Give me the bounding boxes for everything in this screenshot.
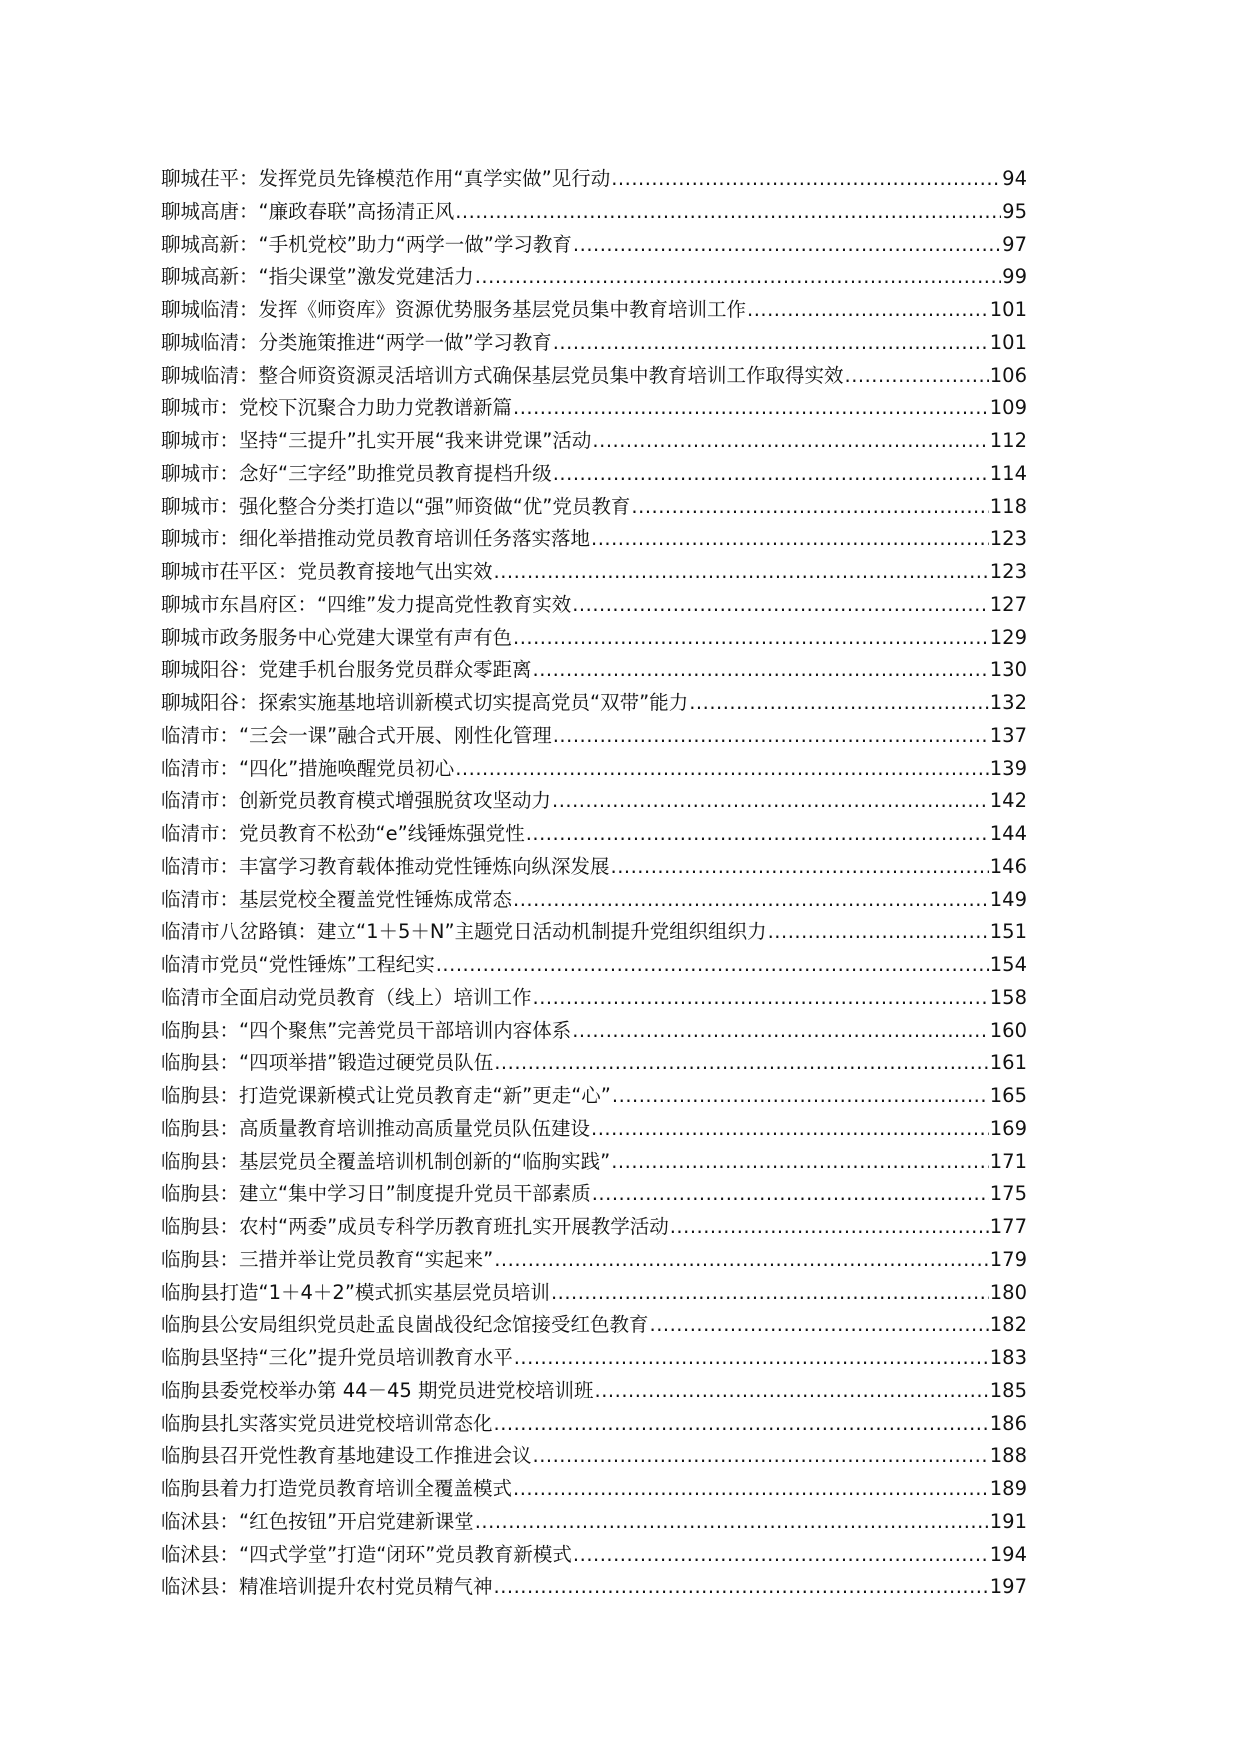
toc-entry-page-number: 129 — [989, 625, 1027, 649]
toc-entry-page-number: 139 — [989, 756, 1027, 780]
toc-entry-page-number: 185 — [989, 1378, 1027, 1402]
dot-leader — [768, 916, 989, 949]
dot-leader — [553, 720, 989, 753]
toc-entry-title: 临朐县着力打造党员教育培训全覆盖模式 — [161, 1477, 513, 1500]
toc-entry[interactable] — [161, 753, 1027, 786]
toc-entry-page-number: 171 — [989, 1149, 1027, 1173]
dot-leader — [612, 1080, 989, 1113]
toc-entry-page-number: 183 — [989, 1346, 1027, 1369]
toc-entry-title: 聊城茌平：发挥党员先锋模范作用“真学实做”见行动 — [161, 167, 611, 190]
toc-entry-page-number: 154 — [989, 953, 1027, 976]
toc-entry-page-number: 127 — [989, 592, 1027, 616]
toc-entry-title: 临朐县：建立“集中学习日”制度提升党员干部素质 — [161, 1182, 591, 1206]
dot-leader — [475, 261, 1001, 294]
dot-leader — [592, 1178, 989, 1211]
toc-entry[interactable] — [161, 654, 1027, 687]
toc-entry[interactable] — [161, 884, 1027, 917]
dot-leader — [455, 196, 1001, 229]
dot-leader — [573, 1539, 989, 1572]
toc-entry[interactable] — [161, 1440, 1027, 1473]
table-of-contents — [161, 163, 1027, 1604]
dot-leader — [526, 818, 989, 851]
toc-entry-page-number: 165 — [989, 1084, 1027, 1107]
toc-entry-title: 聊城市：细化举措推动党员教育培训任务落实落地 — [161, 527, 591, 551]
dot-leader — [631, 491, 988, 524]
toc-entry[interactable] — [161, 720, 1027, 753]
toc-entry-page-number: 149 — [989, 887, 1027, 911]
toc-entry-page-number: 101 — [989, 298, 1027, 321]
toc-entry-page-number: 160 — [989, 1018, 1027, 1042]
dot-leader — [513, 392, 989, 425]
dot-leader — [611, 1146, 989, 1179]
toc-entry-title: 聊城高新：“手机党校”助力“两学一做”学习教育 — [161, 232, 572, 256]
toc-entry[interactable] — [161, 916, 1027, 949]
dot-leader — [591, 523, 989, 556]
toc-entry-title: 临朐县：高质量教育培训推动高质量党员队伍建设 — [161, 1116, 591, 1140]
dot-leader — [845, 360, 989, 393]
toc-entry-title: 聊城临清：发挥《师资库》资源优势服务基层党员集中教育培训工作 — [161, 298, 747, 321]
toc-entry-title: 临清市全面启动党员教育（线上）培训工作 — [161, 985, 532, 1009]
dot-leader — [494, 1408, 989, 1441]
toc-entry-page-number: 97 — [1002, 232, 1027, 256]
toc-entry-page-number: 95 — [1002, 199, 1027, 223]
dot-leader — [494, 1244, 989, 1277]
toc-entry-title: 临清市：党员教育不松劲“e”线锤炼强党性 — [161, 822, 525, 845]
toc-entry-title: 聊城市：坚持“三提升”扎实开展“我来讲党课”活动 — [161, 429, 592, 452]
dot-leader — [436, 949, 989, 982]
dot-leader — [475, 1506, 989, 1539]
toc-entry[interactable] — [161, 556, 1027, 589]
toc-entry[interactable] — [161, 458, 1027, 491]
toc-entry[interactable] — [161, 1473, 1027, 1506]
toc-entry[interactable] — [161, 294, 1027, 327]
toc-entry[interactable] — [161, 425, 1027, 458]
toc-entry[interactable] — [161, 687, 1027, 720]
toc-entry-title: 聊城市：党校下沉聚合力助力党教谱新篇 — [161, 396, 513, 420]
toc-entry[interactable] — [161, 1146, 1027, 1179]
toc-entry[interactable] — [161, 523, 1027, 556]
dot-leader — [592, 425, 988, 458]
toc-entry[interactable] — [161, 949, 1027, 982]
toc-entry-title: 临朐县公安局组织党员赴孟良崮战役纪念馆接受红色教育 — [161, 1313, 649, 1337]
toc-entry-title: 临清市八岔路镇：建立“1＋5＋N”主题党日活动机制提升党组织组织力 — [161, 920, 767, 944]
toc-entry-title: 临朐县召开党性教育基地建设工作推进会议 — [161, 1444, 532, 1468]
toc-entry-title: 临沭县：精准培训提升农村党员精气神 — [161, 1575, 493, 1599]
toc-entry-page-number: 118 — [989, 494, 1027, 518]
toc-entry-title: 临朐县：打造党课新模式让党员教育走“新”更走“心” — [161, 1084, 611, 1107]
toc-entry-page-number: 191 — [989, 1509, 1027, 1533]
toc-entry[interactable] — [161, 1408, 1027, 1441]
dot-leader — [572, 589, 989, 622]
dot-leader — [747, 294, 989, 327]
toc-entry[interactable] — [161, 818, 1027, 851]
toc-entry-page-number: 132 — [989, 691, 1027, 714]
toc-entry-page-number: 123 — [989, 560, 1027, 583]
toc-entry[interactable] — [161, 1211, 1027, 1244]
dot-leader — [494, 556, 989, 589]
toc-entry[interactable] — [161, 589, 1027, 622]
toc-entry-page-number: 194 — [989, 1542, 1027, 1566]
toc-entry[interactable] — [161, 1506, 1027, 1539]
toc-entry[interactable] — [161, 229, 1027, 262]
dot-leader — [455, 753, 989, 786]
toc-entry-title: 聊城临清：整合师资资源灵活培训方式确保基层党员集中教育培训工作取得实效 — [161, 363, 844, 387]
dot-leader — [513, 622, 989, 655]
toc-entry-page-number: 179 — [989, 1247, 1027, 1271]
toc-entry-page-number: 188 — [989, 1444, 1027, 1468]
toc-entry-page-number: 144 — [989, 822, 1027, 845]
toc-entry-title: 临朐县：“四项举措”锻造过硬党员队伍 — [161, 1051, 494, 1075]
toc-entry-page-number: 161 — [989, 1051, 1027, 1075]
toc-entry[interactable] — [161, 163, 1027, 196]
toc-entry-page-number: 182 — [989, 1313, 1027, 1337]
dot-leader — [553, 458, 989, 491]
toc-entry[interactable] — [161, 1080, 1027, 1113]
toc-entry-page-number: 112 — [989, 429, 1027, 452]
dot-leader — [551, 1277, 989, 1310]
toc-entry[interactable] — [161, 1539, 1027, 1572]
dot-leader — [533, 1440, 989, 1473]
toc-entry[interactable] — [161, 1113, 1027, 1146]
toc-entry-page-number: 137 — [989, 723, 1027, 747]
toc-entry[interactable] — [161, 261, 1027, 294]
toc-entry-title: 临朐县：三措并举让党员教育“实起来” — [161, 1247, 494, 1271]
dot-leader — [650, 1309, 989, 1342]
toc-entry-title: 临清市：创新党员教育模式增强脱贫攻坚动力 — [161, 789, 552, 813]
toc-entry-title: 聊城市：念好“三字经”助推党员教育提档升级 — [161, 461, 552, 485]
toc-entry[interactable] — [161, 392, 1027, 425]
toc-entry[interactable] — [161, 1375, 1027, 1408]
toc-entry-title: 临清市：基层党校全覆盖党性锤炼成常态 — [161, 887, 513, 911]
toc-entry-title: 临朐县：农村“两委”成员专科学历教育班扎实开展教学活动 — [161, 1215, 669, 1238]
dot-leader — [689, 687, 989, 720]
toc-entry[interactable] — [161, 622, 1027, 655]
toc-entry-page-number: 106 — [989, 363, 1027, 387]
toc-entry[interactable] — [161, 327, 1027, 360]
toc-entry[interactable] — [161, 851, 1027, 884]
dot-leader — [513, 884, 989, 917]
toc-entry[interactable] — [161, 1571, 1027, 1604]
toc-entry[interactable] — [161, 785, 1027, 818]
toc-entry-title: 临沭县：“红色按钮”开启党建新课堂 — [161, 1509, 474, 1533]
toc-entry-page-number: 169 — [989, 1116, 1027, 1140]
toc-entry[interactable] — [161, 360, 1027, 393]
toc-entry[interactable] — [161, 1277, 1027, 1310]
dot-leader — [572, 1015, 989, 1048]
toc-entry-title: 聊城市茌平区：党员教育接地气出实效 — [161, 560, 493, 583]
dot-leader — [553, 327, 989, 360]
dot-leader — [552, 785, 989, 818]
toc-entry-title: 临清市：丰富学习教育载体推动党性锤炼向纵深发展 — [161, 854, 610, 878]
toc-entry[interactable] — [161, 1178, 1027, 1211]
dot-leader — [573, 229, 1001, 262]
toc-entry-title: 临朐县坚持“三化”提升党员培训教育水平 — [161, 1346, 513, 1369]
toc-entry-title: 临朐县扎实落实党员进党校培训常态化 — [161, 1411, 493, 1435]
toc-entry-title: 临朐县：“四个聚焦”完善党员干部培训内容体系 — [161, 1018, 572, 1042]
toc-entry-title: 临朐县：基层党员全覆盖培训机制创新的“临朐实践” — [161, 1149, 611, 1173]
toc-entry-page-number: 146 — [989, 854, 1027, 878]
toc-entry-title: 临清市党员“党性锤炼”工程纪实 — [161, 953, 435, 976]
toc-entry-page-number: 101 — [989, 330, 1027, 354]
toc-entry-page-number: 189 — [989, 1477, 1027, 1500]
toc-entry-title: 聊城高新：“指尖课堂”激发党建活力 — [161, 265, 474, 289]
toc-entry-page-number: 99 — [1002, 265, 1027, 289]
toc-entry[interactable] — [161, 1342, 1027, 1375]
toc-entry-page-number: 158 — [989, 985, 1027, 1009]
toc-entry-page-number: 94 — [1002, 167, 1027, 190]
dot-leader — [591, 1113, 989, 1146]
dot-leader — [670, 1211, 989, 1244]
toc-entry-title: 临沭县：“四式学堂”打造“闭环”党员教育新模式 — [161, 1542, 572, 1566]
toc-entry[interactable] — [161, 196, 1027, 229]
toc-entry[interactable] — [161, 491, 1027, 524]
dot-leader — [611, 851, 989, 884]
toc-entry-page-number: 130 — [989, 658, 1027, 682]
toc-entry-title: 临朐县委党校举办第 44－45 期党员进党校培训班 — [161, 1378, 594, 1402]
toc-entry-title: 聊城阳谷：探索实施基地培训新模式切实提高党员“双带”能力 — [161, 691, 689, 714]
toc-entry-title: 聊城市：强化整合分类打造以“强”师资做“优”党员教育 — [161, 494, 631, 518]
toc-entry[interactable] — [161, 1047, 1027, 1080]
dot-leader — [494, 1047, 989, 1080]
toc-entry[interactable] — [161, 1244, 1027, 1277]
toc-entry-page-number: 151 — [989, 920, 1027, 944]
toc-entry-title: 临清市：“四化”措施唤醒党员初心 — [161, 756, 455, 780]
toc-entry-title: 临清市：“三会一课”融合式开展、刚性化管理 — [161, 723, 552, 747]
toc-entry-title: 聊城高唐：“廉政春联”高扬清正风 — [161, 199, 455, 223]
dot-leader — [533, 654, 989, 687]
dot-leader — [533, 982, 989, 1015]
dot-leader — [513, 1473, 989, 1506]
toc-entry[interactable] — [161, 1309, 1027, 1342]
toc-entry-page-number: 123 — [989, 527, 1027, 551]
toc-entry[interactable] — [161, 1015, 1027, 1048]
toc-entry-title: 临朐县打造“1＋4＋2”模式抓实基层党员培训 — [161, 1280, 550, 1304]
dot-leader — [611, 163, 1001, 196]
toc-entry[interactable] — [161, 982, 1027, 1015]
toc-entry-title: 聊城临清：分类施策推进“两学一做”学习教育 — [161, 330, 552, 354]
toc-entry-page-number: 142 — [989, 789, 1027, 813]
toc-entry-page-number: 109 — [989, 396, 1027, 420]
dot-leader — [514, 1342, 989, 1375]
toc-entry-page-number: 186 — [989, 1411, 1027, 1435]
toc-entry-title: 聊城市政务服务中心党建大课堂有声有色 — [161, 625, 513, 649]
dot-leader — [494, 1571, 989, 1604]
toc-entry-title: 聊城阳谷：党建手机台服务党员群众零距离 — [161, 658, 532, 682]
toc-entry-page-number: 114 — [989, 461, 1027, 485]
toc-entry-page-number: 177 — [989, 1215, 1027, 1238]
toc-entry-title: 聊城市东昌府区：“四维”发力提高党性教育实效 — [161, 592, 572, 616]
dot-leader — [595, 1375, 989, 1408]
toc-entry-page-number: 180 — [989, 1280, 1027, 1304]
toc-entry-page-number: 197 — [989, 1575, 1027, 1599]
toc-entry-page-number: 175 — [989, 1182, 1027, 1206]
